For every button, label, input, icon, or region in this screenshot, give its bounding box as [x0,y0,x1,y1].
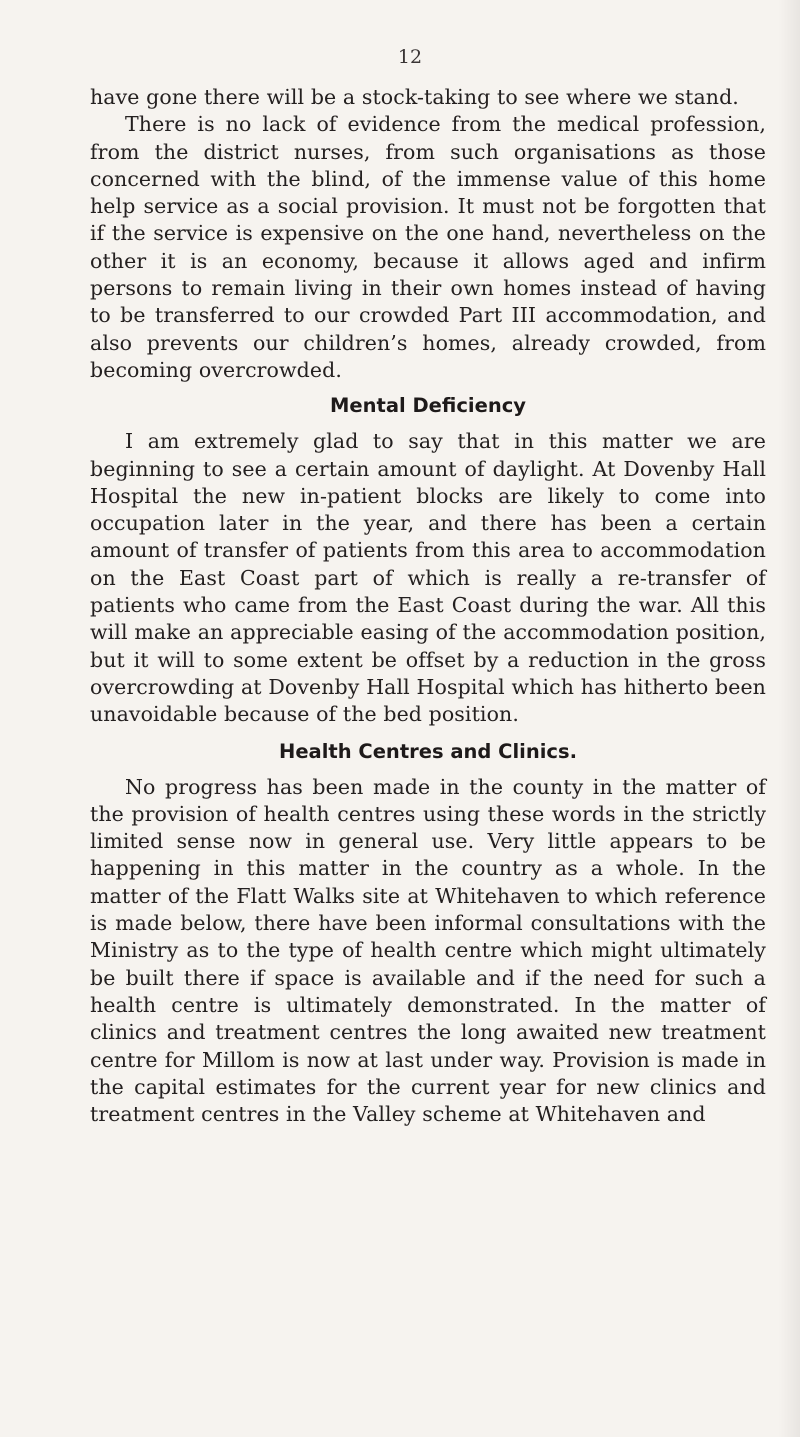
paragraph-continuation: have gone there will be a stock-taking to see where we stand. [90,85,739,109]
paragraph-health-centres: No progress has been made in the county in the matter of the provision of health centres using these words in the strictly limited sense now in general use. Very little appears to be happening in this matter in the country as a whole. In the matter of the Flatt Walks site at Whitehaven to which reference is made below, there have been informal consultations with the Ministry as to the type of health centre which might ultimately be built there if space is available and if the need for such a health centre is ultimately demonstrated. In the matter of clinics and treatment centres the long awaited new treatment centre for Millom is now at last under way. Provision is made in the capital estimates for the current year for new clinics and treatment centres in the Valley scheme at Whitehaven and [90,774,766,1127]
page-number: 12 [397,46,423,68]
paragraph-mental-deficiency: I am extremely glad to say that in this matter we are beginning to see a certain amount of daylight. At Dovenby Hall Hospital the new in-patient blocks are likely to come into occupation later in the year, and there has been a certain amount of transfer of patients from this area to accommodation on the East Coast part of which is really a re-transfer of patients who came from the East Coast during the war. All this will make an appreciable easing of the accommodation position, but it will to some extent be offset by a reduction in the gross overcrowding at Dovenby Hall Hospital which has hitherto been unavoidable because of the bed position. [90,429,766,727]
heading-mental-deficiency: Mental Deficiency [330,394,526,418]
page-edge-shadow [778,0,800,1437]
text-column [90,84,766,1128]
paragraph-home-help: There is no lack of evidence from the medical profession, from the district nurses, from such organisations as those concerned with the blind, of the immense value of this home help service as a social provision. It must not be forgotten that if the service is expensive on the one hand, nevertheless on the other it is an economy, because it allows aged and infirm persons to remain living in their own homes instead of having to be transferred to our crowded Part III accommodation, and also prevents our children’s homes, already crowded, from becoming overcrowded. [90,112,766,382]
heading-health-centres: Health Centres and Clinics. [279,739,577,763]
